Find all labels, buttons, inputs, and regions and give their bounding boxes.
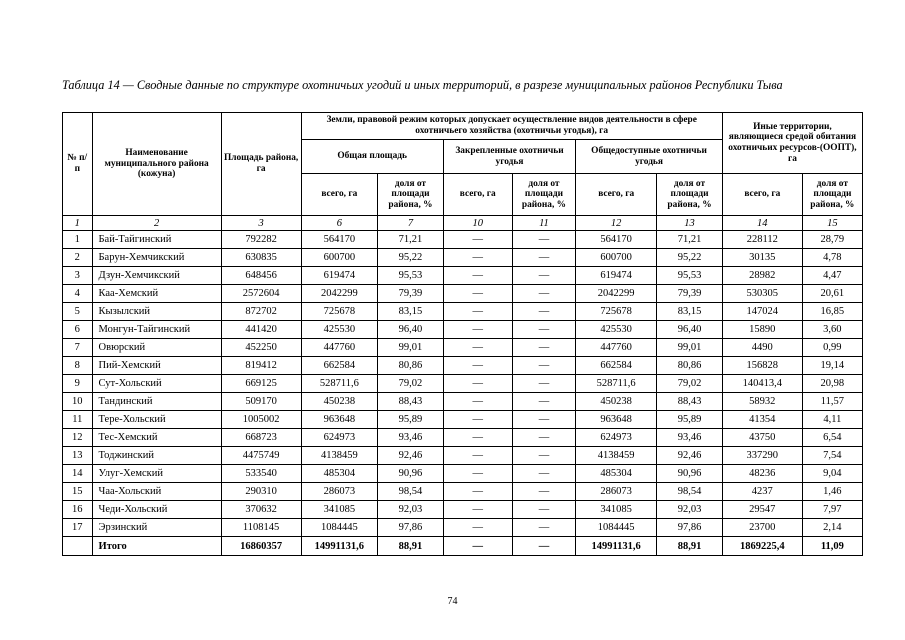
district-area: 669125 (221, 375, 301, 393)
district-name: Дзун-Хемчикский (92, 267, 221, 285)
total-public-ha: 14991131,6 (576, 537, 657, 556)
other-share: 4,78 (802, 249, 862, 267)
other-ha: 337290 (722, 447, 802, 465)
header-total-area: Общая площадь (301, 140, 443, 174)
total-area-share: 92,46 (378, 447, 444, 465)
row-number: 7 (63, 339, 93, 357)
assigned-ha: — (443, 339, 512, 357)
total-area-share: 79,02 (378, 375, 444, 393)
district-name: Тандинский (92, 393, 221, 411)
other-share: 9,04 (802, 465, 862, 483)
district-area: 509170 (221, 393, 301, 411)
public-share: 98,54 (657, 483, 723, 501)
total-area-share: 95,22 (378, 249, 444, 267)
total-area-ha: 963648 (301, 411, 378, 429)
public-ha: 725678 (576, 303, 657, 321)
total-area-share: 90,96 (378, 465, 444, 483)
total-area-share: 96,40 (378, 321, 444, 339)
table-row (63, 483, 863, 501)
public-share: 90,96 (657, 465, 723, 483)
row-number: 11 (63, 411, 93, 429)
total-area-share: 99,01 (378, 339, 444, 357)
other-share: 0,99 (802, 339, 862, 357)
district-name: Барун-Хемчикский (92, 249, 221, 267)
district-area: 1108145 (221, 519, 301, 537)
total-area-ha: 485304 (301, 465, 378, 483)
assigned-ha: — (443, 321, 512, 339)
assigned-share: — (512, 429, 575, 447)
district-area: 452250 (221, 339, 301, 357)
row-number: 6 (63, 321, 93, 339)
header-area: Площадь района, га (221, 113, 301, 216)
row-number: 10 (63, 393, 93, 411)
header-all-ha: всего, га (443, 174, 512, 216)
total-area-share: 95,53 (378, 267, 444, 285)
other-ha: 23700 (722, 519, 802, 537)
other-ha: 530305 (722, 285, 802, 303)
other-share: 2,14 (802, 519, 862, 537)
assigned-ha: — (443, 393, 512, 411)
header-lands: Земли, правовой режим которых допускает осуществление видов деятельности в сфере охотничьего хозяйства (охотничьи угодья), га (301, 113, 722, 140)
column-number: 12 (576, 216, 657, 231)
assigned-share: — (512, 393, 575, 411)
other-share: 7,97 (802, 501, 862, 519)
public-ha: 963648 (576, 411, 657, 429)
row-number: 3 (63, 267, 93, 285)
table-row (63, 267, 863, 285)
total-area-ha: 662584 (301, 357, 378, 375)
other-share: 16,85 (802, 303, 862, 321)
assigned-ha: — (443, 249, 512, 267)
assigned-ha: — (443, 231, 512, 249)
column-number: 6 (301, 216, 378, 231)
public-share: 99,01 (657, 339, 723, 357)
row-number: 15 (63, 483, 93, 501)
assigned-share: — (512, 483, 575, 501)
other-ha: 41354 (722, 411, 802, 429)
public-share: 95,89 (657, 411, 723, 429)
public-share: 71,21 (657, 231, 723, 249)
other-ha: 228112 (722, 231, 802, 249)
total-area-share: 88,43 (378, 393, 444, 411)
public-ha: 662584 (576, 357, 657, 375)
other-ha: 58932 (722, 393, 802, 411)
assigned-ha: — (443, 285, 512, 303)
public-ha: 341085 (576, 501, 657, 519)
assigned-ha: — (443, 465, 512, 483)
total-area-share: 97,86 (378, 519, 444, 537)
table-caption: Таблица 14 — Сводные данные по структуре охотничьих угодий и иных территорий, в разрезе муниципальных районов Республики Тыва (62, 78, 783, 92)
header-share: доля от площади района, % (512, 174, 575, 216)
district-area: 792282 (221, 231, 301, 249)
header-other: Иные территории, являющиеся средой обитания охотничьих ресурсов-(ООПТ), га (722, 113, 862, 174)
public-ha: 528711,6 (576, 375, 657, 393)
other-share: 3,60 (802, 321, 862, 339)
table-row (63, 357, 863, 375)
district-name: Сут-Хольский (92, 375, 221, 393)
district-name: Тоджинский (92, 447, 221, 465)
table-row (63, 321, 863, 339)
assigned-ha: — (443, 357, 512, 375)
table-row (63, 447, 863, 465)
total-other-ha: 1869225,4 (722, 537, 802, 556)
assigned-share: — (512, 447, 575, 465)
header-share: доля от площади района, % (657, 174, 723, 216)
column-number: 14 (722, 216, 802, 231)
public-share: 88,43 (657, 393, 723, 411)
assigned-share: — (512, 321, 575, 339)
column-number: 3 (221, 216, 301, 231)
total-total-area-share: 88,91 (378, 537, 444, 556)
total-area-ha: 447760 (301, 339, 378, 357)
public-ha: 619474 (576, 267, 657, 285)
public-share: 92,03 (657, 501, 723, 519)
district-name: Каа-Хемский (92, 285, 221, 303)
row-number: 16 (63, 501, 93, 519)
public-ha: 2042299 (576, 285, 657, 303)
table-row (63, 501, 863, 519)
header-all-ha: всего, га (576, 174, 657, 216)
table-row (63, 429, 863, 447)
row-number: 14 (63, 465, 93, 483)
row-number: 9 (63, 375, 93, 393)
district-area: 1005002 (221, 411, 301, 429)
assigned-ha: — (443, 267, 512, 285)
total-district-name: Итого (92, 537, 221, 556)
total-area-ha: 619474 (301, 267, 378, 285)
total-area-ha: 1084445 (301, 519, 378, 537)
row-number: 13 (63, 447, 93, 465)
assigned-share: — (512, 411, 575, 429)
public-share: 80,86 (657, 357, 723, 375)
table-row (63, 339, 863, 357)
table-row (63, 249, 863, 267)
district-name: Овюрский (92, 339, 221, 357)
total-other-share: 11,09 (802, 537, 862, 556)
district-area: 648456 (221, 267, 301, 285)
assigned-ha: — (443, 303, 512, 321)
total-area-share: 71,21 (378, 231, 444, 249)
table-row (63, 411, 863, 429)
total-area-ha: 450238 (301, 393, 378, 411)
header-assigned: Закрепленные охотничьи угодья (443, 140, 575, 174)
public-ha: 4138459 (576, 447, 657, 465)
table-row (63, 519, 863, 537)
total-area-share: 98,54 (378, 483, 444, 501)
district-area: 4475749 (221, 447, 301, 465)
other-ha: 30135 (722, 249, 802, 267)
table-row (63, 231, 863, 249)
header-share: доля от площади района, % (378, 174, 444, 216)
other-share: 4,11 (802, 411, 862, 429)
total-area-ha: 286073 (301, 483, 378, 501)
column-number: 15 (802, 216, 862, 231)
other-ha: 4490 (722, 339, 802, 357)
table-row (63, 375, 863, 393)
total-total-area-ha: 14991131,6 (301, 537, 378, 556)
other-share: 28,79 (802, 231, 862, 249)
other-share: 6,54 (802, 429, 862, 447)
public-share: 83,15 (657, 303, 723, 321)
total-area-ha: 4138459 (301, 447, 378, 465)
district-area: 441420 (221, 321, 301, 339)
public-ha: 447760 (576, 339, 657, 357)
other-share: 7,54 (802, 447, 862, 465)
district-name: Тере-Хольский (92, 411, 221, 429)
other-ha: 147024 (722, 303, 802, 321)
row-number: 12 (63, 429, 93, 447)
hunting-grounds-table (62, 112, 863, 556)
assigned-ha: — (443, 411, 512, 429)
total-area-share: 83,15 (378, 303, 444, 321)
district-area: 819412 (221, 357, 301, 375)
district-name: Чаа-Хольский (92, 483, 221, 501)
district-name: Улуг-Хемский (92, 465, 221, 483)
total-area-share: 95,89 (378, 411, 444, 429)
row-number: 2 (63, 249, 93, 267)
public-share: 79,39 (657, 285, 723, 303)
district-name: Кызылский (92, 303, 221, 321)
total-area-ha: 528711,6 (301, 375, 378, 393)
assigned-ha: — (443, 375, 512, 393)
other-share: 4,47 (802, 267, 862, 285)
table-row (63, 303, 863, 321)
assigned-ha: — (443, 483, 512, 501)
other-ha: 15890 (722, 321, 802, 339)
header-share: доля от площади района, % (802, 174, 862, 216)
assigned-share: — (512, 285, 575, 303)
other-ha: 43750 (722, 429, 802, 447)
row-number: 5 (63, 303, 93, 321)
district-name: Монгун-Тайгинский (92, 321, 221, 339)
assigned-ha: — (443, 429, 512, 447)
other-ha: 48236 (722, 465, 802, 483)
district-area: 668723 (221, 429, 301, 447)
assigned-share: — (512, 465, 575, 483)
district-area: 290310 (221, 483, 301, 501)
total-area-ha: 425530 (301, 321, 378, 339)
public-ha: 600700 (576, 249, 657, 267)
assigned-share: — (512, 375, 575, 393)
assigned-ha: — (443, 447, 512, 465)
header-all-ha: всего, га (722, 174, 802, 216)
district-area: 872702 (221, 303, 301, 321)
public-share: 97,86 (657, 519, 723, 537)
district-area: 533540 (221, 465, 301, 483)
public-share: 95,53 (657, 267, 723, 285)
column-number-row (63, 216, 863, 231)
column-number: 11 (512, 216, 575, 231)
public-ha: 286073 (576, 483, 657, 501)
other-ha: 28982 (722, 267, 802, 285)
total-area-ha: 564170 (301, 231, 378, 249)
total-district-area: 16860357 (221, 537, 301, 556)
public-share: 96,40 (657, 321, 723, 339)
assigned-share: — (512, 357, 575, 375)
other-share: 11,57 (802, 393, 862, 411)
total-area-ha: 725678 (301, 303, 378, 321)
assigned-share: — (512, 339, 575, 357)
assigned-ha: — (443, 519, 512, 537)
public-ha: 564170 (576, 231, 657, 249)
public-ha: 1084445 (576, 519, 657, 537)
assigned-share: — (512, 501, 575, 519)
total-area-ha: 600700 (301, 249, 378, 267)
header-all-ha: всего, га (301, 174, 378, 216)
row-number: 8 (63, 357, 93, 375)
public-share: 93,46 (657, 429, 723, 447)
total-area-ha: 624973 (301, 429, 378, 447)
column-number: 10 (443, 216, 512, 231)
row-number: 17 (63, 519, 93, 537)
other-share: 19,14 (802, 357, 862, 375)
public-ha: 450238 (576, 393, 657, 411)
total-area-share: 79,39 (378, 285, 444, 303)
public-ha: 485304 (576, 465, 657, 483)
table-row (63, 465, 863, 483)
row-number: 4 (63, 285, 93, 303)
assigned-share: — (512, 519, 575, 537)
total-row-number (63, 537, 93, 556)
total-area-share: 93,46 (378, 429, 444, 447)
district-name: Бай-Тайгинский (92, 231, 221, 249)
assigned-share: — (512, 303, 575, 321)
total-assigned-share: — (512, 537, 575, 556)
table-row (63, 285, 863, 303)
district-name: Эрзинский (92, 519, 221, 537)
assigned-ha: — (443, 501, 512, 519)
public-ha: 624973 (576, 429, 657, 447)
total-area-share: 80,86 (378, 357, 444, 375)
district-area: 630835 (221, 249, 301, 267)
public-ha: 425530 (576, 321, 657, 339)
public-share: 95,22 (657, 249, 723, 267)
other-ha: 4237 (722, 483, 802, 501)
public-share: 79,02 (657, 375, 723, 393)
other-ha: 140413,4 (722, 375, 802, 393)
header-num: № п/п (63, 113, 93, 216)
row-number: 1 (63, 231, 93, 249)
column-number: 2 (92, 216, 221, 231)
header-name: Наименование муниципального района (кожуна) (92, 113, 221, 216)
other-share: 20,61 (802, 285, 862, 303)
total-area-ha: 2042299 (301, 285, 378, 303)
header-public: Общедоступные охотничьи угодья (576, 140, 723, 174)
total-row (63, 537, 863, 556)
column-number: 1 (63, 216, 93, 231)
district-name: Пий-Хемский (92, 357, 221, 375)
district-name: Тес-Хемский (92, 429, 221, 447)
district-area: 370632 (221, 501, 301, 519)
assigned-share: — (512, 231, 575, 249)
assigned-share: — (512, 267, 575, 285)
column-number: 7 (378, 216, 444, 231)
total-assigned-ha: — (443, 537, 512, 556)
column-number: 13 (657, 216, 723, 231)
district-name: Чеди-Хольский (92, 501, 221, 519)
other-ha: 29547 (722, 501, 802, 519)
public-share: 92,46 (657, 447, 723, 465)
total-public-share: 88,91 (657, 537, 723, 556)
other-share: 20,98 (802, 375, 862, 393)
assigned-share: — (512, 249, 575, 267)
total-area-share: 92,03 (378, 501, 444, 519)
district-area: 2572604 (221, 285, 301, 303)
other-ha: 156828 (722, 357, 802, 375)
other-share: 1,46 (802, 483, 862, 501)
page-number: 74 (447, 596, 458, 607)
table-row (63, 393, 863, 411)
total-area-ha: 341085 (301, 501, 378, 519)
